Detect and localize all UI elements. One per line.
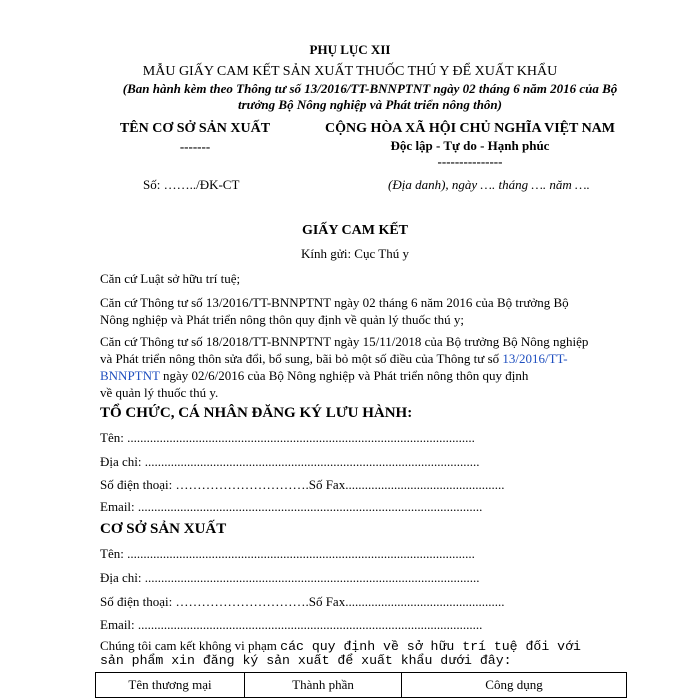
appendix-title: PHỤ LỤC XII [309,42,391,57]
registrant-name-field: Tên: ........................................................................................................... [100,430,475,445]
basis-2 [100,294,610,328]
circular-link[interactable]: 13/2016/TT- [502,351,568,366]
facility-heading: CƠ SỞ SẢN XUẤT [100,521,227,537]
header-composition: Thành phần [245,673,402,698]
place-date: (Địa danh), ngày …. tháng …. năm …. [388,177,590,192]
facility-email-field: Email: .......................................................................................................... [100,617,483,632]
commitment-line-1-a: Chúng tôi cam kết không vi phạm [100,638,281,653]
facility-address-field: Địa chỉ: ....................................................................................................... [100,570,480,585]
registrant-heading: TỔ CHỨC, CÁ NHÂN ĐĂNG KÝ LƯU HÀNH: [100,405,413,421]
table-header-row [96,673,627,698]
basis-2-line-1: Căn cứ Thông tư số 13/2016/TT-BNNPTNT ngày 02 tháng 6 năm 2016 của Bộ trưởng Bộ [100,295,569,310]
motto: Độc lập - Tự do - Hạnh phúc [390,138,550,153]
header-usage: Công dụng [402,673,627,698]
issued-line-2: trưởng Bộ Nông nghiệp và Phát triển nông thôn) [238,97,502,112]
basis-3-line-2 [100,350,610,367]
basis-3-line-3 [100,367,610,384]
basis-3-line-4: về quản lý thuốc thú y. [100,385,219,400]
issued-line-1: (Ban hành kèm theo Thông tư số 13/2016/TT-BNNPTNT ngày 02 tháng 6 năm 2016 của Bộ [122,81,618,96]
basis-3-line-3-text: ngày 02/6/2016 của Bộ Nông nghiệp và Phát triển nông thôn quy định [159,368,529,383]
registrant-phone-field: Số điện thoại: ………………………….Số Fax................................................. [100,477,505,492]
commitment-line-2: sản phẩm xin đăng ký sản xuất để xuất khẩu dưới đây: [100,653,512,668]
right-dashes: --------------- [437,154,503,169]
facility-name-field: Tên: ........................................................................................................... [100,546,475,561]
registrant-address-field: Địa chỉ: ....................................................................................................... [100,454,480,469]
addressee: Kính gửi: Cục Thú y [301,246,409,261]
left-dashes: ------- [179,139,211,154]
product-table [95,672,627,698]
basis-2-line-2: Nông nghiệp và Phát triển nông thôn quy định về quản lý thuốc thú y; [100,312,464,327]
basis-1: Căn cứ Luật sở hữu trí tuệ; [100,271,241,286]
facility-phone-field: Số điện thoại: ………………………….Số Fax................................................. [100,594,505,609]
circular-link-cont[interactable]: BNNPTNT [100,368,160,383]
nation-header: CỘNG HÒA XÃ HỘI CHỦ NGHĨA VIỆT NAM [324,121,615,136]
document-number: Số: ……../ĐK-CT [143,177,240,192]
form-title: MẪU GIẤY CAM KẾT SẢN XUẤT THUỐC THÚ Y ĐỂ XUẤT KHẨU [142,64,558,79]
basis-3-line-2-text: và Phát triển nông thôn sửa đổi, bổ sung, bãi bỏ một số điều của Thông tư số [100,351,503,366]
document-title: GIẤY CAM KẾT [301,223,409,238]
basis-3-line-1: Căn cứ Thông tư số 18/2018/TT-BNNPTNT ngày 15/11/2018 của Bộ trưởng Bộ Nông nghiệp [100,334,589,349]
header-trade-name: Tên thương mại [96,673,245,698]
registrant-email-field: Email: .......................................................................................................... [100,499,483,514]
commitment-line-1-b: các quy định về sở hữu trí tuệ đối với [280,639,581,654]
basis-3 [100,333,610,401]
facility-name-header: TÊN CƠ SỞ SẢN XUẤT [119,121,271,136]
